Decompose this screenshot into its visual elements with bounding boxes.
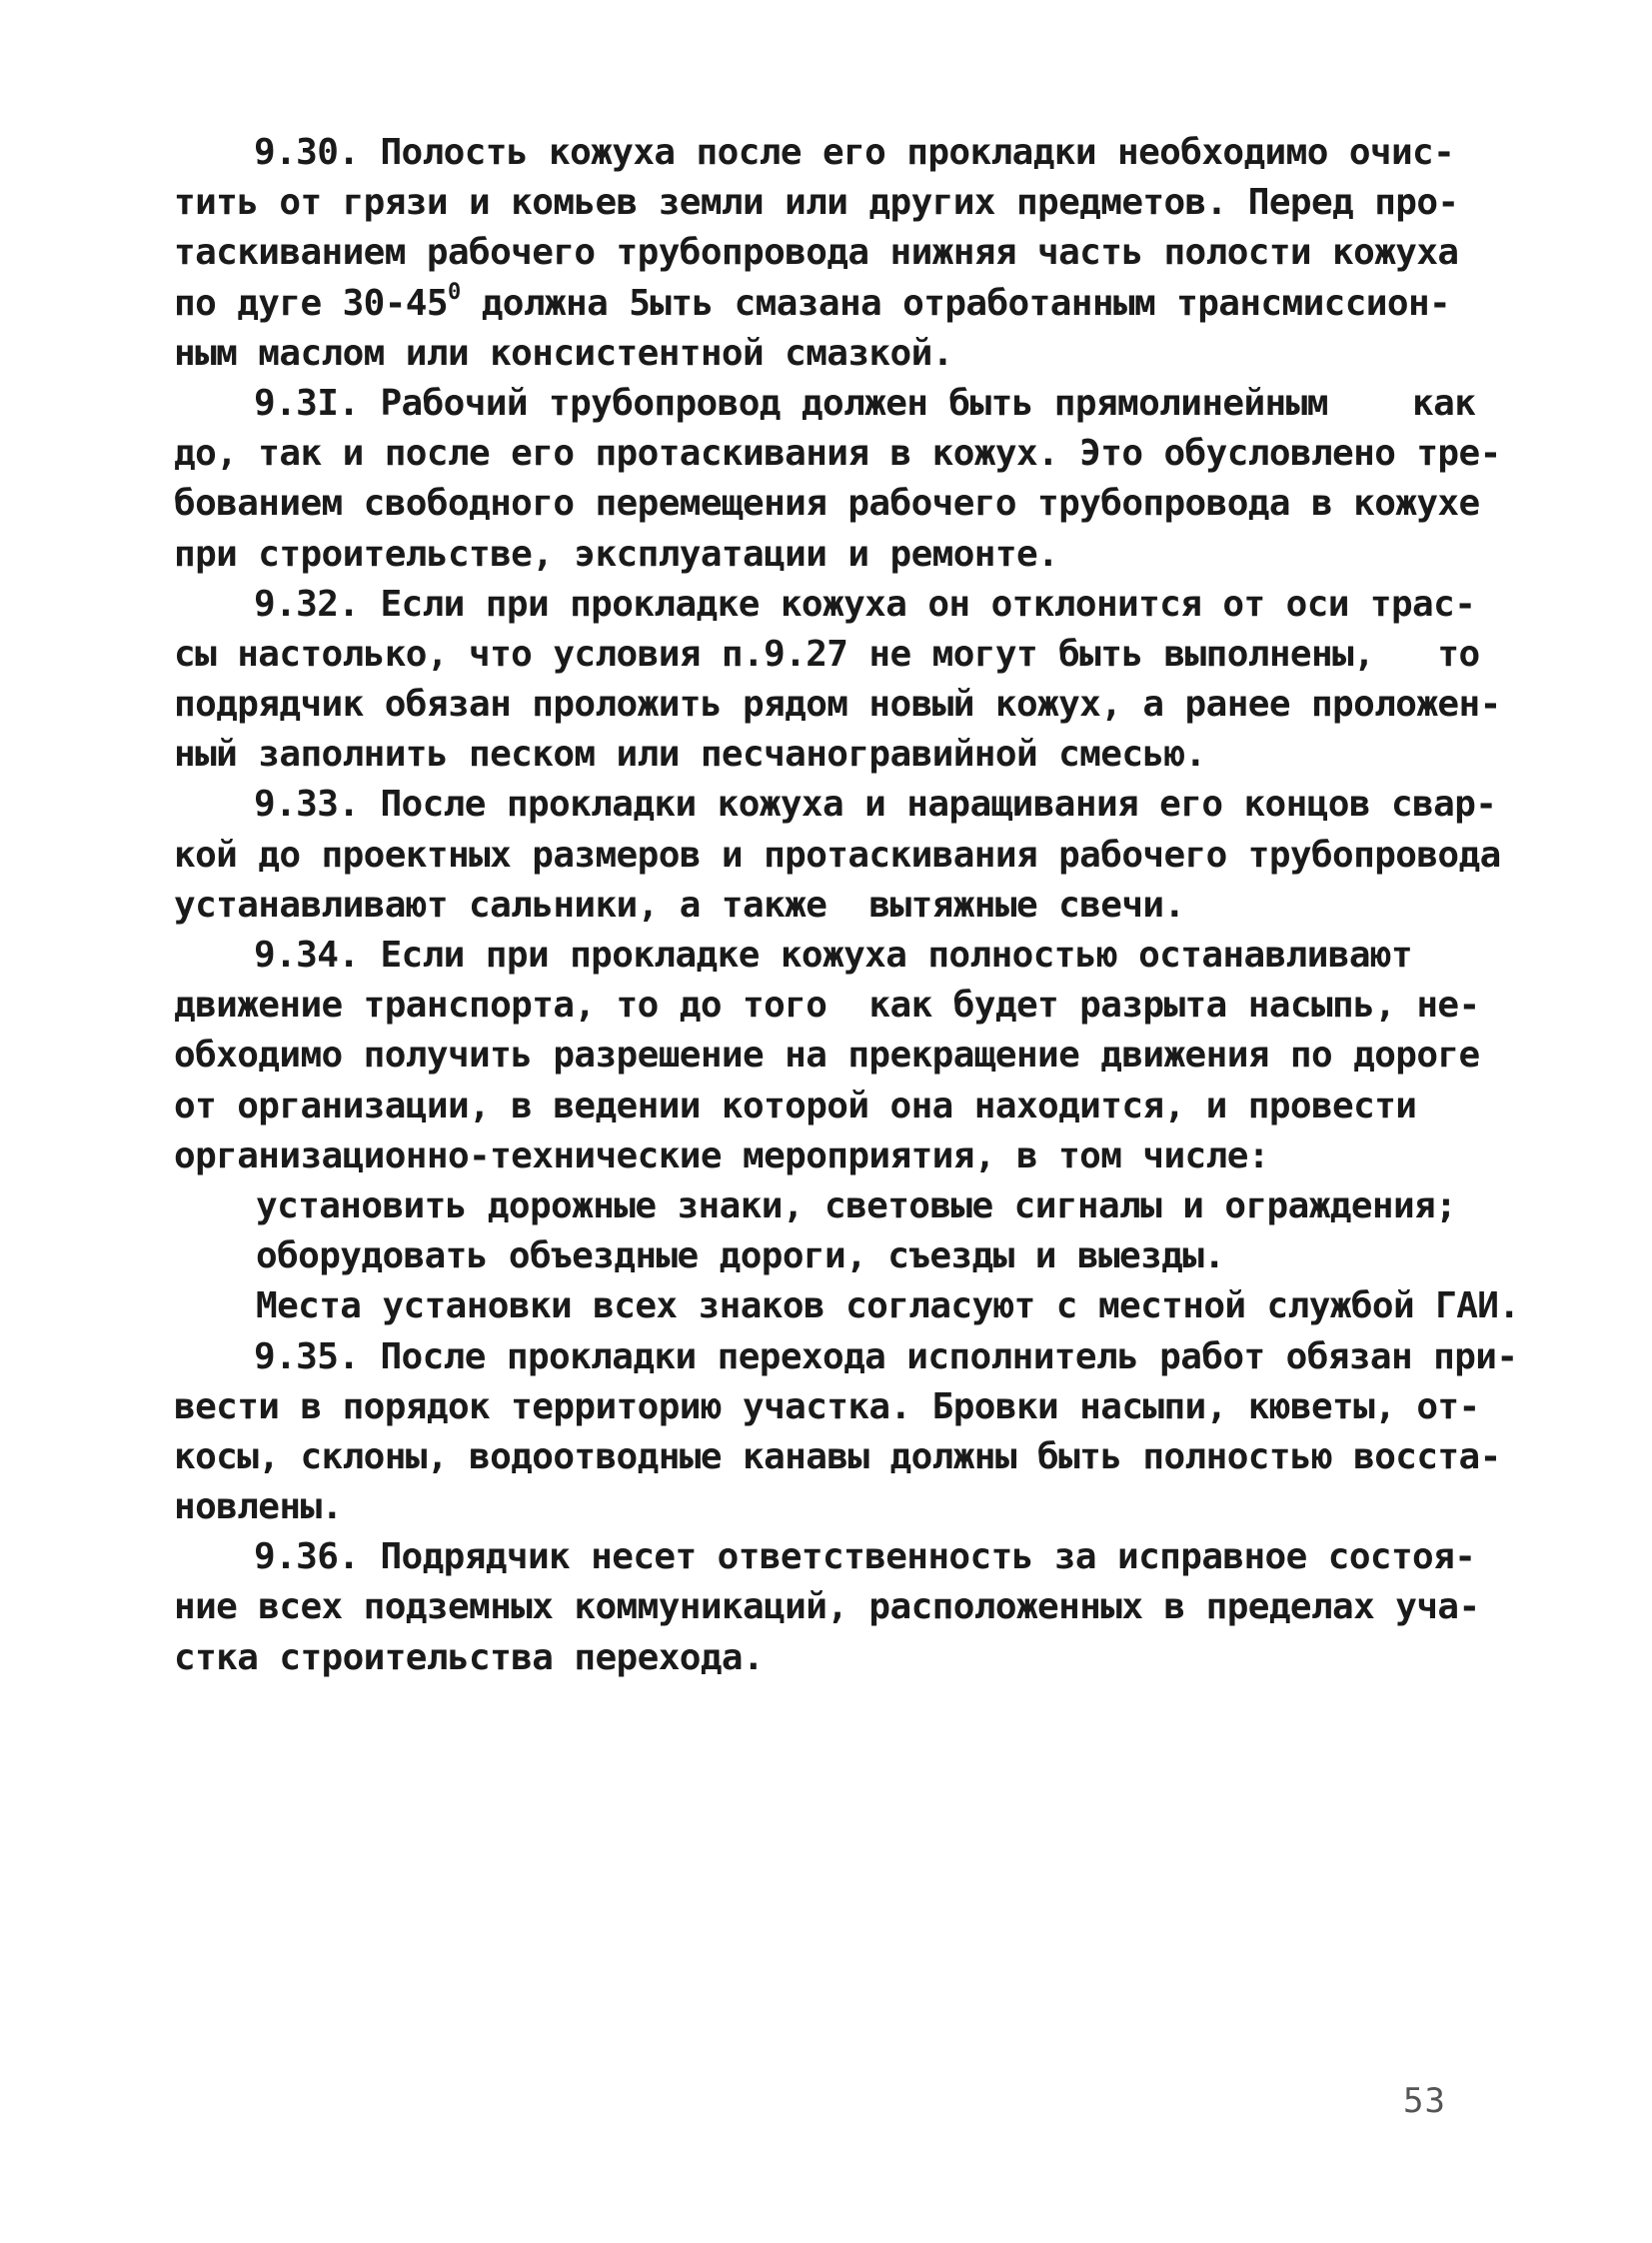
paragraph-9-30-line-1: 9.30. Полость кожуха после его прокладки необходимо очис-	[254, 132, 1455, 173]
paragraph-9-34-line-5: организационно-технические мероприятия, в том числе:	[174, 1134, 1269, 1176]
paragraph-9-36-line-2: ние всех подземных коммуникаций, расположенных в пределах уча-	[174, 1586, 1480, 1628]
paragraph-9-35-line-3: косы, склоны, водоотводные канавы должны быть полностью восста-	[174, 1435, 1501, 1477]
paragraph-9-31-line-3: бованием свободного перемещения рабочего трубопровода в кожухе	[174, 483, 1480, 525]
paragraph-9-34-list-item-3: Места установки всех знаков согласуют с местной службой ГАИ.	[256, 1285, 1520, 1327]
paragraph-9-34-list-item-2: оборудовать объездные дороги, съезды и выезды.	[256, 1235, 1225, 1277]
degree-superscript: 0	[447, 279, 461, 305]
paragraph-9-36-line-1: 9.36. Подрядчик несет ответственность за исправное состоя-	[254, 1536, 1476, 1578]
paragraph-9-35-line-4: новлены.	[174, 1486, 343, 1528]
paragraph-9-30-line-4	[174, 279, 1493, 329]
paragraph-9-31-line-4: при строительстве, эксплуатации и ремонте.	[174, 533, 1059, 575]
paragraph-9-32-line-3: подрядчик обязан проложить рядом новый кожух, а ранее проложен-	[174, 684, 1501, 726]
line-text-after-superscript: должна 5ыть смазана отработанным трансмиссион-	[460, 282, 1451, 324]
line-text-before-superscript: по дуге 30-45	[174, 282, 448, 324]
paragraph-9-30-line-3: таскиванием рабочего трубопровода нижняя часть полости кожуха	[174, 232, 1459, 274]
paragraph-9-36-line-3: стка строительства перехода.	[174, 1636, 765, 1678]
paragraph-9-34-line-3: обходимо получить разрешение на прекращение движения по дороге	[174, 1035, 1480, 1077]
paragraph-9-34-list-item-1: установить дорожные знаки, световые сигналы и ограждения;	[256, 1184, 1457, 1226]
paragraph-9-31-line-2: до, так и после его протаскивания в кожух. Это обусловлено тре-	[174, 433, 1501, 475]
paragraph-9-33-line-3: устанавливают сальники, а также вытяжные свечи.	[174, 884, 1185, 926]
page-number: 53	[1403, 2081, 1446, 2121]
paragraph-9-34-line-2: движение транспорта, то до того как будет разрыта насыпь, не-	[174, 985, 1480, 1027]
paragraph-9-33-line-1: 9.33. После прокладки кожуха и наращивания его концов свар-	[254, 784, 1497, 826]
paragraph-9-30-line-2: тить от грязи и комьев земли или других предметов. Перед про-	[174, 182, 1459, 224]
paragraph-9-33-line-2: кой до проектных размеров и протаскивания рабочего трубопровода	[174, 834, 1501, 876]
paragraph-9-32-line-4: ный заполнить песком или песчаногравийной смесью.	[174, 734, 1206, 776]
paragraph-9-32-line-2: сы настолько, что условия п.9.27 не могут быть выполнены, то	[174, 633, 1480, 675]
paragraph-9-35-line-1: 9.35. После прокладки перехода исполнитель работ обязан при-	[254, 1335, 1518, 1377]
paragraph-9-31-line-1: 9.3I. Рабочий трубопровод должен быть прямолинейным как	[254, 382, 1476, 424]
paragraph-9-30-line-5: ным маслом или консистентной смазкой.	[174, 332, 953, 374]
paragraph-9-34-line-4: от организации, в ведении которой она находится, и провести	[174, 1085, 1417, 1126]
document-body	[174, 128, 1520, 1683]
paragraph-9-34-line-1: 9.34. Если при прокладке кожуха полностью останавливают	[254, 935, 1413, 976]
paragraph-9-32-line-1: 9.32. Если при прокладке кожуха он отклонится от оси трас-	[254, 583, 1476, 625]
paragraph-9-35-line-2: вести в порядок территорию участка. Бровки насыпи, кюветы, от-	[174, 1385, 1480, 1427]
